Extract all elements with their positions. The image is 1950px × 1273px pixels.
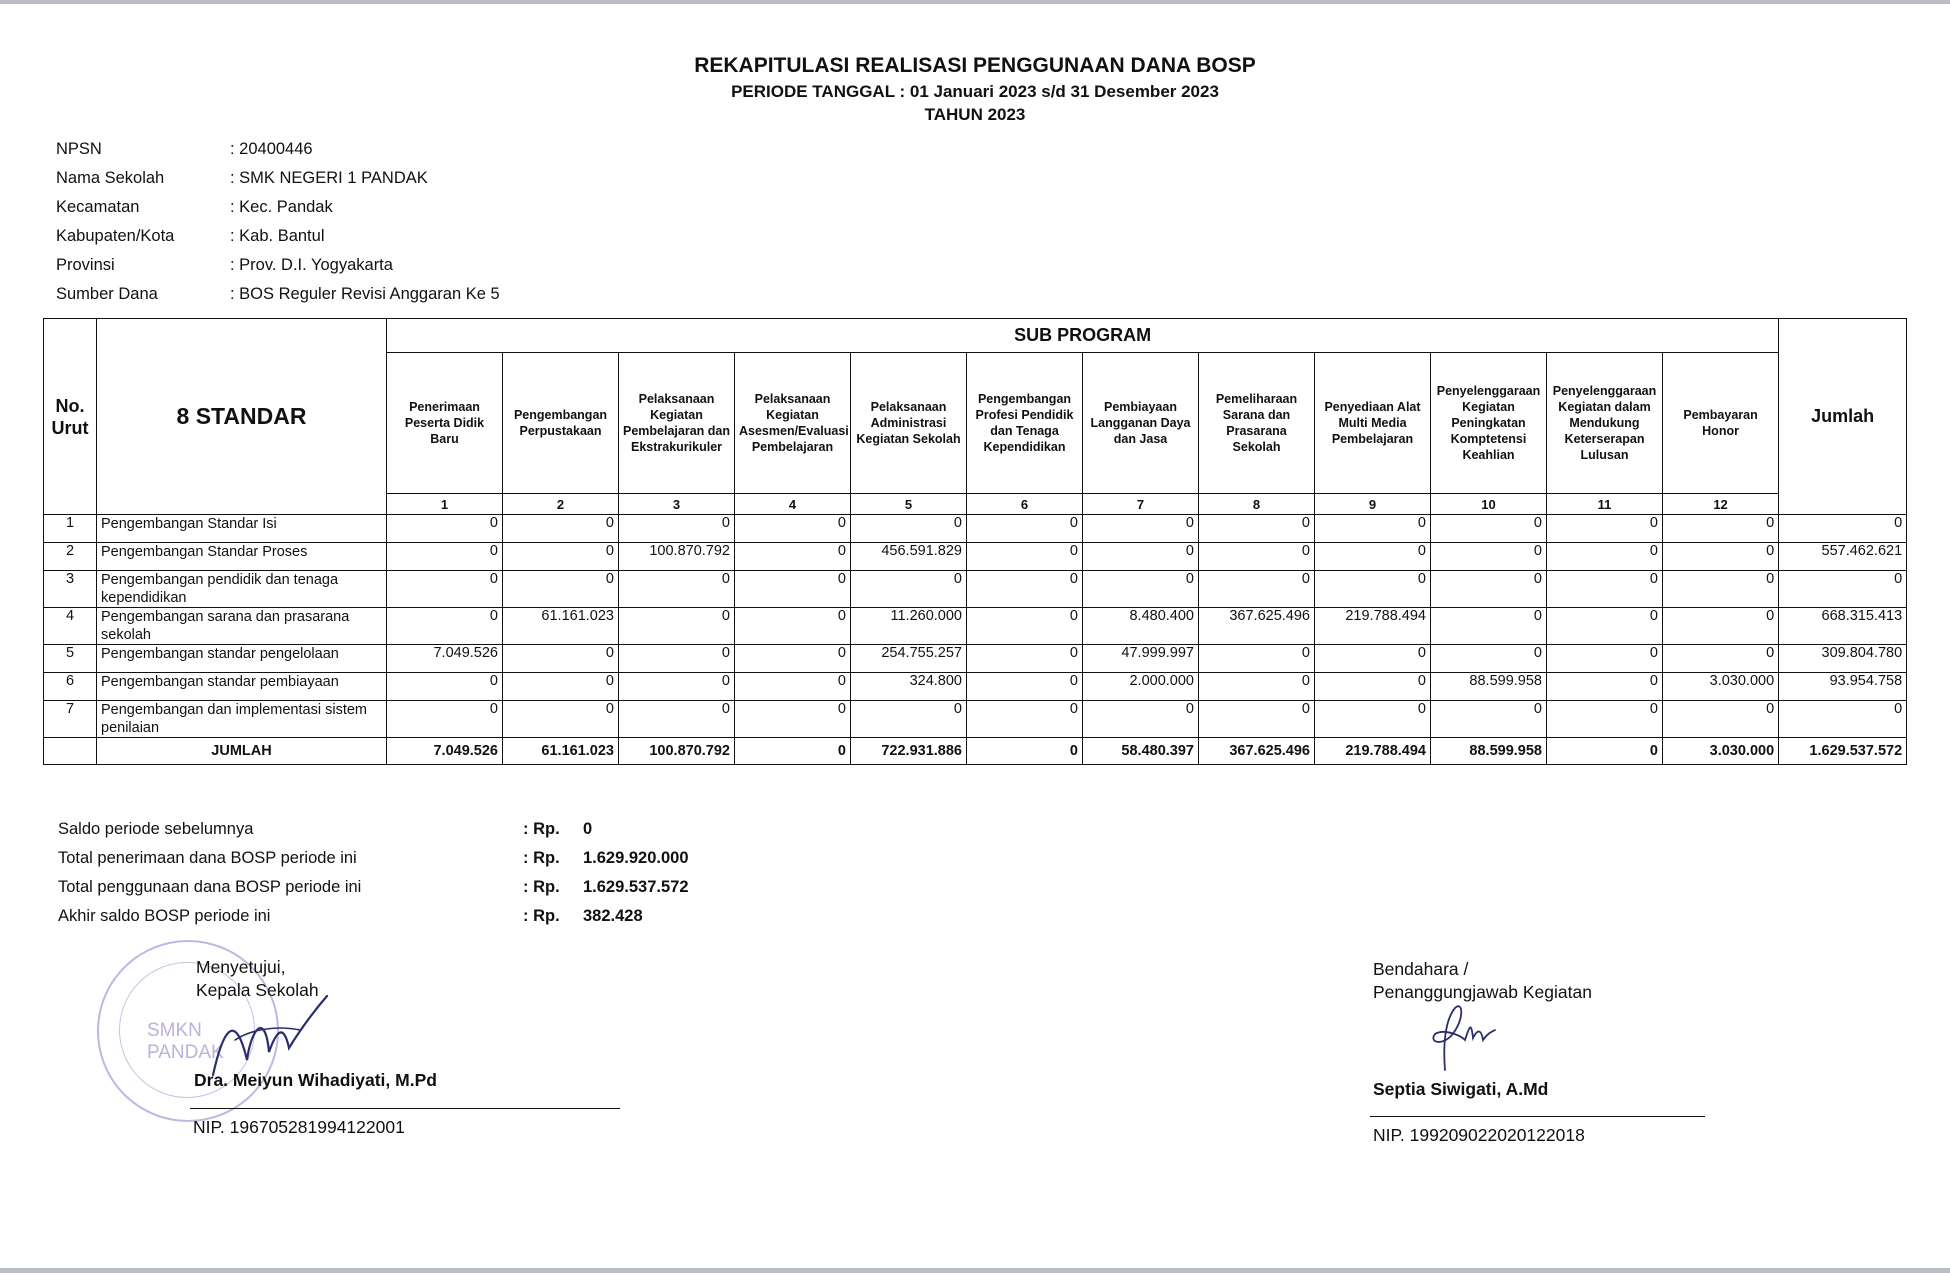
row-value: 3.030.000 xyxy=(1663,673,1779,701)
row-value: 219.788.494 xyxy=(1315,608,1431,645)
row-value: 0 xyxy=(1199,543,1315,571)
total-row-value: 219.788.494 xyxy=(1315,738,1431,765)
row-value: 456.591.829 xyxy=(851,543,967,571)
total-row-value: 0 xyxy=(967,738,1083,765)
info-label: Nama Sekolah xyxy=(56,169,165,187)
row-value: 0 xyxy=(619,701,735,738)
left-signature-line xyxy=(190,1108,620,1109)
row-total: 557.462.621 xyxy=(1779,543,1907,571)
row-value: 0 xyxy=(1547,701,1663,738)
title-main: REKAPITULASI REALISASI PENGGUNAAN DANA BOSP xyxy=(694,54,1256,77)
row-value: 0 xyxy=(1083,701,1199,738)
row-value: 0 xyxy=(1083,515,1199,543)
header-8-standar: 8 STANDAR xyxy=(97,319,387,515)
row-value: 0 xyxy=(735,701,851,738)
row-value: 0 xyxy=(503,543,619,571)
right-signatory-role xyxy=(1373,958,1592,1004)
row-value: 324.800 xyxy=(851,673,967,701)
row-value: 47.999.997 xyxy=(1083,645,1199,673)
row-value: 61.161.023 xyxy=(503,608,619,645)
info-row-school-name xyxy=(56,165,500,194)
right-signature-line xyxy=(1370,1116,1705,1117)
row-number: 5 xyxy=(44,645,97,673)
info-value: : SMK NEGERI 1 PANDAK xyxy=(230,169,428,187)
row-value: 0 xyxy=(1315,571,1431,608)
header-col-number: 8 xyxy=(1199,494,1315,515)
table-total-row xyxy=(44,738,1907,765)
summary-prefix: : Rp. xyxy=(523,878,560,896)
activity-officer-label: Penanggungjawab Kegiatan xyxy=(1373,982,1592,1002)
table-row xyxy=(44,608,1907,645)
header-col-number: 10 xyxy=(1431,494,1547,515)
row-value: 88.599.958 xyxy=(1431,673,1547,701)
summary-label: Saldo periode sebelumnya xyxy=(58,820,254,838)
info-value: : Kab. Bantul xyxy=(230,227,325,245)
info-row-npsn xyxy=(56,136,500,165)
row-value: 0 xyxy=(1431,608,1547,645)
info-value: : BOS Reguler Revisi Anggaran Ke 5 xyxy=(230,285,500,303)
row-standard-name: Pengembangan sarana dan prasarana sekolah xyxy=(97,608,387,645)
table-row xyxy=(44,543,1907,571)
total-row-value: 58.480.397 xyxy=(1083,738,1199,765)
row-value: 0 xyxy=(1431,701,1547,738)
row-value: 0 xyxy=(735,543,851,571)
row-standard-name: Pengembangan Standar Isi xyxy=(97,515,387,543)
row-value: 0 xyxy=(619,515,735,543)
row-total: 93.954.758 xyxy=(1779,673,1907,701)
row-value: 0 xyxy=(387,701,503,738)
summary-total-used xyxy=(58,874,689,903)
table-row xyxy=(44,673,1907,701)
summary-label: Total penerimaan dana BOSP periode ini xyxy=(58,849,357,867)
row-value: 0 xyxy=(387,673,503,701)
row-value: 0 xyxy=(967,571,1083,608)
info-row-regency xyxy=(56,223,500,252)
info-label: Provinsi xyxy=(56,256,115,274)
row-value: 0 xyxy=(387,543,503,571)
grand-total: 1.629.537.572 xyxy=(1779,738,1907,765)
row-value: 0 xyxy=(967,673,1083,701)
row-value: 0 xyxy=(1431,543,1547,571)
row-value: 0 xyxy=(1199,673,1315,701)
row-value: 0 xyxy=(1083,543,1199,571)
document-title xyxy=(0,52,1950,126)
header-col-number: 12 xyxy=(1663,494,1779,515)
header-col-2: Pengembangan Perpustakaan xyxy=(503,353,619,494)
row-value: 0 xyxy=(735,571,851,608)
row-value: 0 xyxy=(387,608,503,645)
approval-label: Menyetujui, xyxy=(196,957,286,977)
header-col-8: Pemeliharaan Sarana dan Prasarana Sekolah xyxy=(1199,353,1315,494)
row-value: 0 xyxy=(1663,645,1779,673)
row-number: 2 xyxy=(44,543,97,571)
row-value: 0 xyxy=(1547,645,1663,673)
summary-value: 1.629.537.572 xyxy=(583,878,689,896)
row-value: 0 xyxy=(1315,701,1431,738)
row-value: 0 xyxy=(1431,645,1547,673)
row-value: 0 xyxy=(619,608,735,645)
summary-label: Total penggunaan dana BOSP periode ini xyxy=(58,878,362,896)
info-row-province xyxy=(56,252,500,281)
title-year: TAHUN 2023 xyxy=(924,105,1026,124)
header-col-number: 3 xyxy=(619,494,735,515)
row-value: 11.260.000 xyxy=(851,608,967,645)
info-value: : Prov. D.I. Yogyakarta xyxy=(230,256,393,274)
header-col-number: 4 xyxy=(735,494,851,515)
row-value: 2.000.000 xyxy=(1083,673,1199,701)
row-value: 0 xyxy=(503,515,619,543)
row-value: 0 xyxy=(1547,673,1663,701)
realization-table xyxy=(43,318,1907,765)
school-info xyxy=(56,136,500,310)
summary-value: 1.629.920.000 xyxy=(583,849,689,867)
stamp-text-line-1: SMKN xyxy=(147,1020,202,1041)
row-value: 0 xyxy=(967,701,1083,738)
row-value: 0 xyxy=(1199,645,1315,673)
total-row-value: 61.161.023 xyxy=(503,738,619,765)
title-period: PERIODE TANGGAL : 01 Januari 2023 s/d 31 Desember 2023 xyxy=(731,82,1219,101)
row-value: 0 xyxy=(1663,543,1779,571)
total-row-value: 367.625.496 xyxy=(1199,738,1315,765)
row-value: 0 xyxy=(1431,571,1547,608)
row-value: 0 xyxy=(1083,571,1199,608)
header-col-6: Pengembangan Profesi Pendidik dan Tenaga Kependidikan xyxy=(967,353,1083,494)
row-standard-name: Pengembangan dan implementasi sistem penilaian xyxy=(97,701,387,738)
total-row-value: 7.049.526 xyxy=(387,738,503,765)
treasurer-label: Bendahara / xyxy=(1373,959,1469,979)
row-value: 0 xyxy=(967,515,1083,543)
row-value: 0 xyxy=(1315,543,1431,571)
header-col-9: Penyediaan Alat Multi Media Pembelajaran xyxy=(1315,353,1431,494)
header-col-3: Pelaksanaan Kegiatan Pembelajaran dan Ekstrakurikuler xyxy=(619,353,735,494)
treasurer-name: Septia Siwigati, A.Md xyxy=(1373,1079,1549,1099)
summary-prefix: : Rp. xyxy=(523,820,560,838)
summary-final-balance xyxy=(58,903,689,932)
treasurer-nip: NIP. 199209022020122018 xyxy=(1373,1125,1585,1145)
table-body xyxy=(44,515,1907,765)
row-value: 0 xyxy=(851,515,967,543)
header-col-7: Pembiayaan Langganan Daya dan Jasa xyxy=(1083,353,1199,494)
row-value: 100.870.792 xyxy=(619,543,735,571)
row-number: 1 xyxy=(44,515,97,543)
header-col-1: Penerimaan Peserta Didik Baru xyxy=(387,353,503,494)
row-value: 0 xyxy=(1547,608,1663,645)
header-col-4: Pelaksanaan Kegiatan Asesmen/Evaluasi Pembelajaran xyxy=(735,353,851,494)
row-standard-name: Pengembangan standar pengelolaan xyxy=(97,645,387,673)
row-value: 0 xyxy=(1663,515,1779,543)
row-value: 0 xyxy=(619,673,735,701)
info-label: Kabupaten/Kota xyxy=(56,227,175,245)
row-value: 0 xyxy=(1199,515,1315,543)
header-col-number: 2 xyxy=(503,494,619,515)
row-value: 0 xyxy=(1547,571,1663,608)
row-value: 0 xyxy=(1431,515,1547,543)
row-value: 7.049.526 xyxy=(387,645,503,673)
info-label: NPSN xyxy=(56,140,102,158)
summary-label: Akhir saldo BOSP periode ini xyxy=(58,907,271,925)
row-value: 0 xyxy=(735,515,851,543)
table-row xyxy=(44,701,1907,738)
headmaster-nip: NIP. 196705281994122001 xyxy=(193,1117,405,1137)
info-row-fund-source xyxy=(56,281,500,310)
row-standard-name: Pengembangan pendidik dan tenaga kependidikan xyxy=(97,571,387,608)
row-value: 8.480.400 xyxy=(1083,608,1199,645)
header-no-urut: No. Urut xyxy=(44,319,97,515)
row-value: 0 xyxy=(1663,571,1779,608)
header-col-number: 5 xyxy=(851,494,967,515)
stamp-text-line-2: PANDAK xyxy=(147,1042,224,1063)
row-number: 4 xyxy=(44,608,97,645)
row-value: 0 xyxy=(1547,543,1663,571)
total-row-value: 3.030.000 xyxy=(1663,738,1779,765)
row-value: 254.755.257 xyxy=(851,645,967,673)
total-row-label: JUMLAH xyxy=(97,738,387,765)
fund-summary xyxy=(58,816,689,932)
bottom-border xyxy=(0,1268,1950,1273)
row-total: 668.315.413 xyxy=(1779,608,1907,645)
header-col-11: Penyelenggaraan Kegiatan dalam Mendukung Keterserapan Lulusan xyxy=(1547,353,1663,494)
row-value: 0 xyxy=(387,515,503,543)
info-value: : Kec. Pandak xyxy=(230,198,333,216)
total-row-value: 88.599.958 xyxy=(1431,738,1547,765)
headmaster-label: Kepala Sekolah xyxy=(196,980,319,1000)
total-row-number-cell xyxy=(44,738,97,765)
summary-prefix: : Rp. xyxy=(523,849,560,867)
row-value: 0 xyxy=(503,645,619,673)
row-value: 0 xyxy=(503,571,619,608)
row-value: 0 xyxy=(967,645,1083,673)
headmaster-name: Dra. Meiyun Wihadiyati, M.Pd xyxy=(194,1070,437,1090)
header-col-5: Pelaksanaan Administrasi Kegiatan Sekolah xyxy=(851,353,967,494)
total-row-value: 0 xyxy=(735,738,851,765)
table-row xyxy=(44,645,1907,673)
total-row-value: 100.870.792 xyxy=(619,738,735,765)
table-row xyxy=(44,571,1907,608)
row-number: 3 xyxy=(44,571,97,608)
table-header xyxy=(44,319,1907,515)
table-row xyxy=(44,515,1907,543)
info-value: : 20400446 xyxy=(230,140,313,158)
summary-value: 382.428 xyxy=(583,907,643,925)
top-border xyxy=(0,0,1950,4)
row-value: 0 xyxy=(1663,701,1779,738)
row-number: 6 xyxy=(44,673,97,701)
total-row-value: 0 xyxy=(1547,738,1663,765)
row-total: 0 xyxy=(1779,515,1907,543)
row-value: 0 xyxy=(735,608,851,645)
row-total: 0 xyxy=(1779,571,1907,608)
header-col-12: Pembayaran Honor xyxy=(1663,353,1779,494)
info-label: Sumber Dana xyxy=(56,285,158,303)
row-value: 0 xyxy=(967,608,1083,645)
row-standard-name: Pengembangan standar pembiayaan xyxy=(97,673,387,701)
row-value: 0 xyxy=(851,701,967,738)
header-sub-program: SUB PROGRAM xyxy=(387,319,1779,353)
summary-total-received xyxy=(58,845,689,874)
header-col-number: 6 xyxy=(967,494,1083,515)
row-value: 0 xyxy=(735,645,851,673)
row-total: 0 xyxy=(1779,701,1907,738)
row-value: 0 xyxy=(967,543,1083,571)
header-col-number: 11 xyxy=(1547,494,1663,515)
header-col-number: 7 xyxy=(1083,494,1199,515)
treasurer-signature-icon xyxy=(1415,1000,1505,1075)
summary-prefix: : Rp. xyxy=(523,907,560,925)
row-value: 0 xyxy=(1663,608,1779,645)
total-row-value: 722.931.886 xyxy=(851,738,967,765)
row-value: 0 xyxy=(851,571,967,608)
row-total: 309.804.780 xyxy=(1779,645,1907,673)
row-value: 0 xyxy=(1315,515,1431,543)
row-value: 0 xyxy=(503,673,619,701)
row-value: 0 xyxy=(503,701,619,738)
info-label: Kecamatan xyxy=(56,198,140,216)
summary-previous-balance xyxy=(58,816,689,845)
header-jumlah: Jumlah xyxy=(1779,319,1907,515)
row-value: 0 xyxy=(1199,701,1315,738)
row-standard-name: Pengembangan Standar Proses xyxy=(97,543,387,571)
row-value: 0 xyxy=(1547,515,1663,543)
header-col-10: Penyelenggaraan Kegiatan Peningkatan Komptetensi Keahlian xyxy=(1431,353,1547,494)
row-value: 0 xyxy=(619,571,735,608)
row-value: 0 xyxy=(387,571,503,608)
header-col-number: 1 xyxy=(387,494,503,515)
row-value: 0 xyxy=(619,645,735,673)
info-row-district xyxy=(56,194,500,223)
row-value: 367.625.496 xyxy=(1199,608,1315,645)
row-value: 0 xyxy=(1315,673,1431,701)
summary-value: 0 xyxy=(583,820,593,838)
row-value: 0 xyxy=(735,673,851,701)
header-col-number: 9 xyxy=(1315,494,1431,515)
row-value: 0 xyxy=(1199,571,1315,608)
row-number: 7 xyxy=(44,701,97,738)
row-value: 0 xyxy=(1315,645,1431,673)
